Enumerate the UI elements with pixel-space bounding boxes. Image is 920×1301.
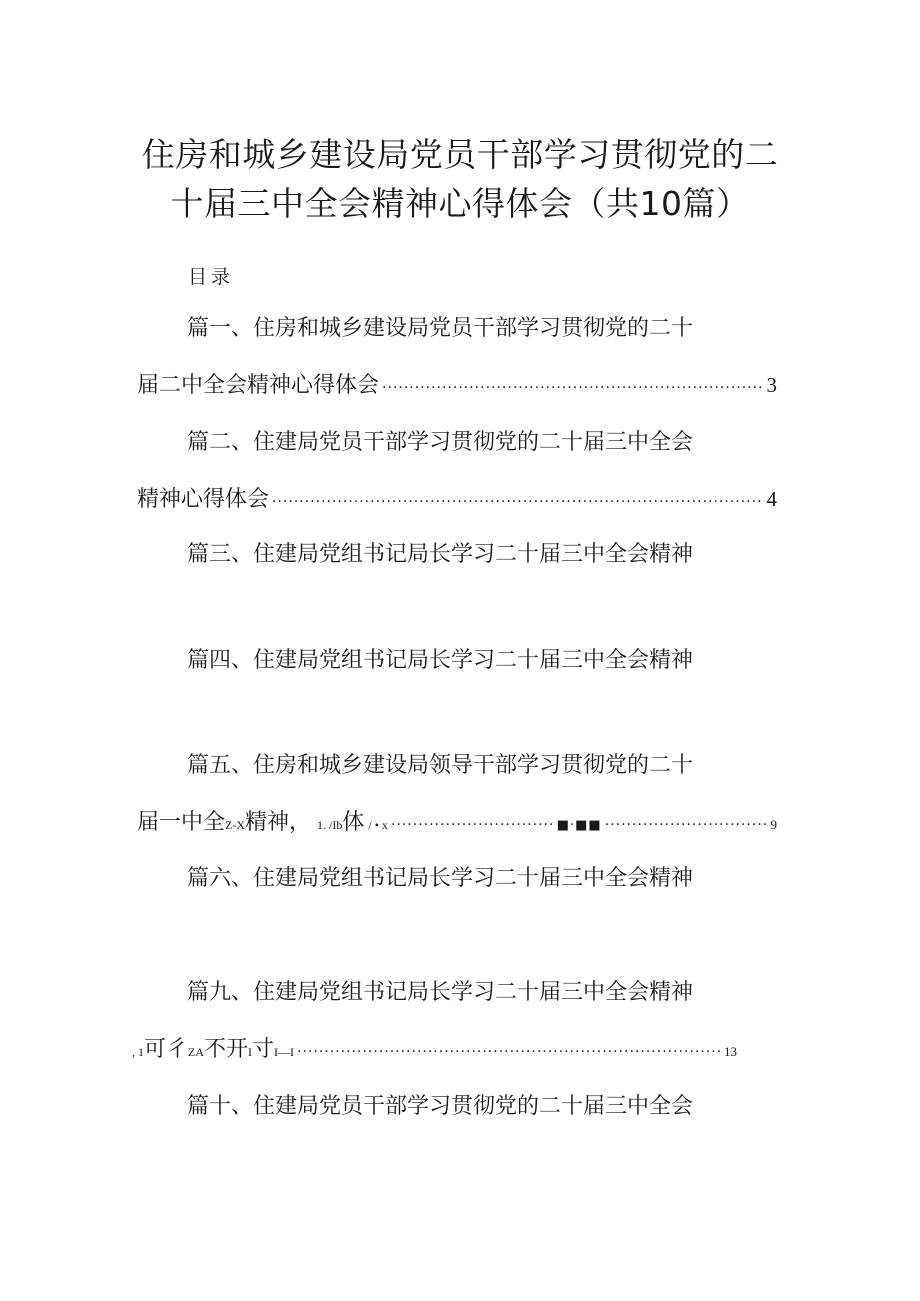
toc-entry-2-page: 4 bbox=[766, 487, 777, 511]
toc-entry-5-title: 篇五、住房和城乡建设局领导干部学习贯彻党的二十 bbox=[187, 753, 694, 778]
toc-entry-9-text-b: 可彳 bbox=[144, 1037, 189, 1062]
toc-entry-3-title: 篇三、住建局党组书记局长学习二十届三中全会精神 bbox=[187, 542, 694, 567]
toc-entry-1-title-cont: 届二中全会精神心得体会 bbox=[137, 373, 380, 398]
toc-entry-10-title: 篇十、住建局党员干部学习贯彻党的二十届三中全会 bbox=[187, 1094, 694, 1119]
toc-entry-9-artifact-c: ZA bbox=[188, 1045, 205, 1059]
toc-entry-9-text-f: 寸 bbox=[252, 1037, 275, 1062]
toc-entry-2-title-cont: 精神心得体会 bbox=[137, 487, 270, 512]
toc-entry-1-continuation bbox=[137, 370, 777, 403]
toc-entry-1-title: 篇一、住房和城乡建设局党员干部学习贯彻党的二十 bbox=[187, 316, 694, 341]
toc-entry-5-artifact-b: Z-X bbox=[225, 818, 246, 832]
toc-entry-1-page: 3 bbox=[766, 373, 777, 397]
toc-entry-9-artifact-g: I—I bbox=[274, 1045, 295, 1059]
toc-entry-2-title: 篇二、住建局党员干部学习贯彻党的二十届三中全会 bbox=[187, 430, 694, 455]
toc-leader-dots bbox=[297, 1037, 721, 1067]
toc-leader-dots bbox=[272, 487, 763, 517]
toc-entry-5-text-e: 体 bbox=[342, 810, 365, 835]
toc-entry-5-artifact-mid: ■·■■ bbox=[556, 818, 602, 833]
toc-entry-9-continuation bbox=[132, 1035, 737, 1067]
toc-entry-5-text-c: 精神， bbox=[245, 810, 312, 835]
toc-entry-5-artifact-d: 1. /Ib bbox=[317, 818, 343, 832]
toc-entry-5-artifact-f: / • x bbox=[368, 818, 388, 832]
toc-entry-6-title: 篇六、住建局党组书记局长学习二十届三中全会精神 bbox=[187, 866, 694, 891]
document-title-line-1: 住房和城乡建设局党员干部学习贯彻党的二 bbox=[141, 135, 779, 174]
toc-entry-5-page: 9 bbox=[770, 817, 778, 832]
toc-entry-5-continuation bbox=[137, 808, 777, 841]
toc-entry-9-page: 13 bbox=[724, 1044, 737, 1059]
toc-leader-dots bbox=[382, 373, 763, 403]
toc-entry-9-artifact-e: I bbox=[248, 1045, 253, 1059]
toc-leader-dots bbox=[605, 810, 768, 840]
toc-entry-9-text-d: 不开 bbox=[204, 1037, 249, 1062]
toc-leader-dots bbox=[391, 810, 554, 840]
toc-entry-9-artifact-a: , 1 bbox=[132, 1045, 144, 1059]
document-title-line-2: 十届三中全会精神心得体会（共10篇） bbox=[170, 184, 750, 223]
toc-entry-5-text-a: 届一中全 bbox=[137, 810, 226, 835]
toc-entry-9-title: 篇九、住建局党组书记局长学习二十届三中全会精神 bbox=[187, 980, 694, 1005]
toc-heading: 目录 bbox=[188, 266, 235, 288]
toc-entry-2-continuation bbox=[137, 484, 777, 517]
toc-entry-4-title: 篇四、住建局党组书记局长学习二十届三中全会精神 bbox=[187, 648, 694, 673]
